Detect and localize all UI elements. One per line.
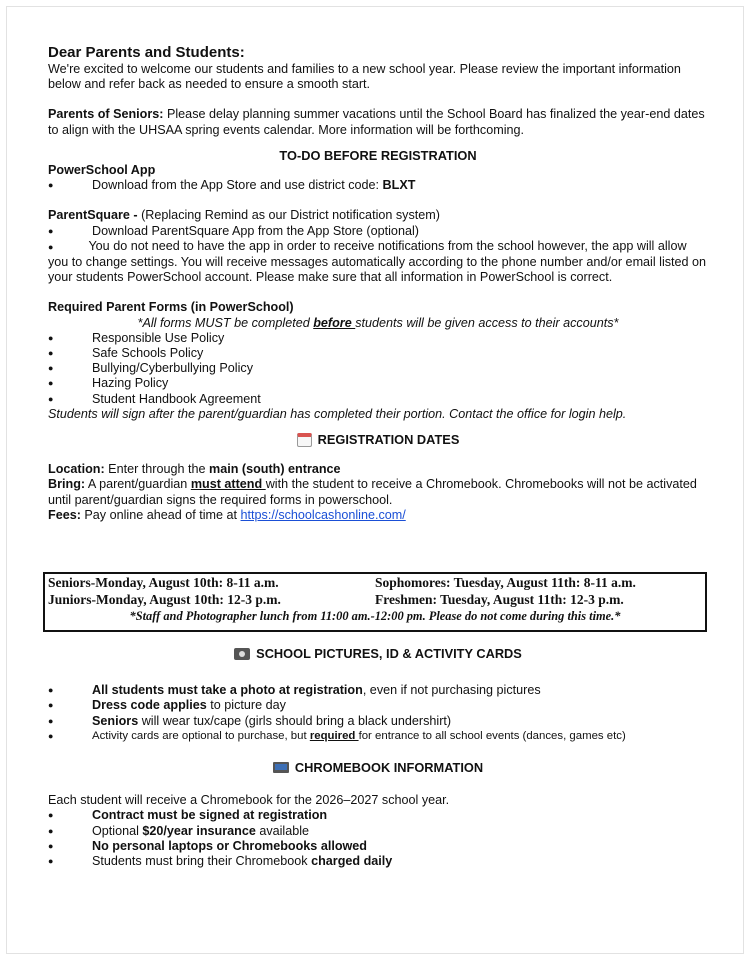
chromebook-bullet-text: Students must bring their Chromebook <box>92 854 312 869</box>
bring-line <box>48 477 708 507</box>
fees-text: Pay online ahead of time at <box>80 507 241 522</box>
camera-icon <box>234 648 250 660</box>
forms-note <box>48 316 708 331</box>
chromebook-insurance: $20/year insurance <box>142 823 256 838</box>
pictures-title <box>48 646 708 661</box>
greeting: Dear Parents and Students: <box>48 44 245 61</box>
fees-label: Fees: <box>48 507 81 522</box>
schedule-cell: Sophomores: Tuesday, August 11th: 8-11 a.m. <box>375 575 636 590</box>
letter-content-lower <box>48 646 708 869</box>
chromebook-intro: Each student will receive a Chromebook for the 2026–2027 school year. <box>48 793 450 808</box>
bring-label: Bring: <box>48 477 86 492</box>
list-item: ● Bullying/Cyberbullying Policy <box>48 361 708 376</box>
parentsquare-heading-note: (Replacing Remind as our District notification system) <box>137 208 440 223</box>
todo-title <box>48 148 708 163</box>
pictures-list <box>48 683 708 744</box>
pictures-bullet-text: for entrance to all school events (dances, games etc) <box>358 729 626 742</box>
list-item <box>48 824 708 839</box>
intro-paragraph: We're excited to welcome our students and families to a new school year. Please review the important information below and refer back as needed to ensure a smooth start. <box>48 62 681 92</box>
laptop-icon <box>273 762 289 773</box>
chromebook-charged: charged daily <box>311 854 393 869</box>
parentsquare-heading-label: ParentSquare - <box>48 208 138 223</box>
pictures-bullet-text: , even if not purchasing pictures <box>362 683 541 698</box>
parentsquare-note: You do not need to have the app in order to receive notifications from the school however, the app will allow you to change settings. You will receive messages automatically according to the phone number and/or email listed on your students PowerSchool account. Please make sure that all information in PowerSchool is correct. <box>48 238 707 285</box>
list-item: ● Hazing Policy <box>48 376 708 391</box>
pictures-bullet-text: will wear tux/cape (girls should bring a black undershirt) <box>138 713 452 728</box>
pictures-bullet-bold: Dress code applies <box>92 698 207 713</box>
schedule-cell: Freshmen: Tuesday, August 11th: 12-3 p.m. <box>375 592 624 607</box>
parentsquare-heading <box>48 208 708 223</box>
bring-pre: A parent/guardian <box>85 477 191 492</box>
list-item <box>48 239 708 286</box>
location-label: Location: <box>48 462 105 477</box>
list-item: ● Safe Schools Policy <box>48 346 708 361</box>
pictures-bullet-emphasis: required <box>309 729 359 742</box>
list-item: ● No personal laptops or Chromebooks allowed <box>48 839 708 854</box>
location-entrance: main (south) entrance <box>209 462 341 477</box>
pictures-bullet-text: to picture day <box>206 698 286 713</box>
powerschool-instruction: Download from the App Store and use district code: <box>92 178 383 193</box>
bring-emphasis: must attend <box>190 477 266 492</box>
schedule-cell: Seniors-Monday, August 10th: 8-11 a.m. <box>48 575 279 590</box>
forms-note-emphasis: before <box>313 315 356 330</box>
letter-content <box>48 44 708 523</box>
seniors-notice-text: Please delay planning summer vacations until the School Board has finalized the year-end dates to align with the UHSAA spring events calendar. More information will be forthcoming. <box>48 107 705 137</box>
list-item: ● Download ParentSquare App from the App Store (optional) <box>48 224 708 239</box>
forms-note-pre: *All forms MUST be completed <box>137 315 314 330</box>
list-item: ● Contract must be signed at registration <box>48 808 708 823</box>
bullet-dot: ● <box>48 241 54 252</box>
district-code: BLXT <box>382 178 416 193</box>
registration-schedule-box <box>43 572 707 632</box>
schedule-cell: Juniors-Monday, August 10th: 12-3 p.m. <box>48 592 281 607</box>
forms-heading: Required Parent Forms (in PowerSchool) <box>48 300 294 315</box>
list-item <box>48 683 708 698</box>
location-line <box>48 462 708 477</box>
calendar-icon <box>297 433 312 447</box>
powerschool-heading: PowerSchool App <box>48 163 156 178</box>
pictures-title-text: SCHOOL PICTURES, ID & ACTIVITY CARDS <box>256 646 522 661</box>
schedule-note: *Staff and Photographer lunch from 11:00 am.-12:00 pm. Please do not come during this time.* <box>129 609 621 623</box>
schedule-row <box>45 591 705 608</box>
chromebook-bullet-text: Optional <box>92 823 143 838</box>
list-item <box>48 178 708 193</box>
todo-title-text: TO-DO BEFORE REGISTRATION <box>279 147 477 163</box>
schedule-row <box>45 574 705 591</box>
list-item <box>48 714 708 729</box>
list-item: ● Student Handbook Agreement <box>48 392 708 407</box>
fees-line <box>48 508 708 523</box>
registration-title-text: REGISTRATION DATES <box>317 432 460 448</box>
chromebook-list <box>48 808 708 869</box>
forms-list <box>48 331 708 407</box>
pictures-bullet-bold: All students must take a photo at registration <box>92 683 363 698</box>
chromebook-title <box>48 760 708 775</box>
list-item <box>48 729 708 744</box>
forms-footer: Students will sign after the parent/guardian has completed their portion. Contact the office for login help. <box>48 406 627 421</box>
chromebook-title-text: CHROMEBOOK INFORMATION <box>294 760 484 776</box>
list-item <box>48 698 708 713</box>
seniors-notice-label: Parents of Seniors: <box>48 107 164 122</box>
registration-title <box>48 432 708 447</box>
list-item: ● Responsible Use Policy <box>48 331 708 346</box>
pictures-bullet-text: Activity cards are optional to purchase, but <box>92 729 310 742</box>
chromebook-bullet-text: available <box>255 823 310 838</box>
schoolcashonline-link[interactable]: https://schoolcashonline.com/ <box>240 507 406 522</box>
powerschool-list <box>48 178 708 193</box>
pictures-bullet-bold: Seniors <box>92 713 139 728</box>
list-item <box>48 854 708 869</box>
forms-note-post: students will be given access to their accounts* <box>355 315 619 330</box>
seniors-notice <box>48 107 708 137</box>
location-text: Enter through the <box>104 462 209 477</box>
parentsquare-list <box>48 224 708 286</box>
bring-post: with the student to receive a Chromebook. Chromebooks will not be activated until parent/guardian signs the required forms in powerschool. <box>48 477 697 507</box>
